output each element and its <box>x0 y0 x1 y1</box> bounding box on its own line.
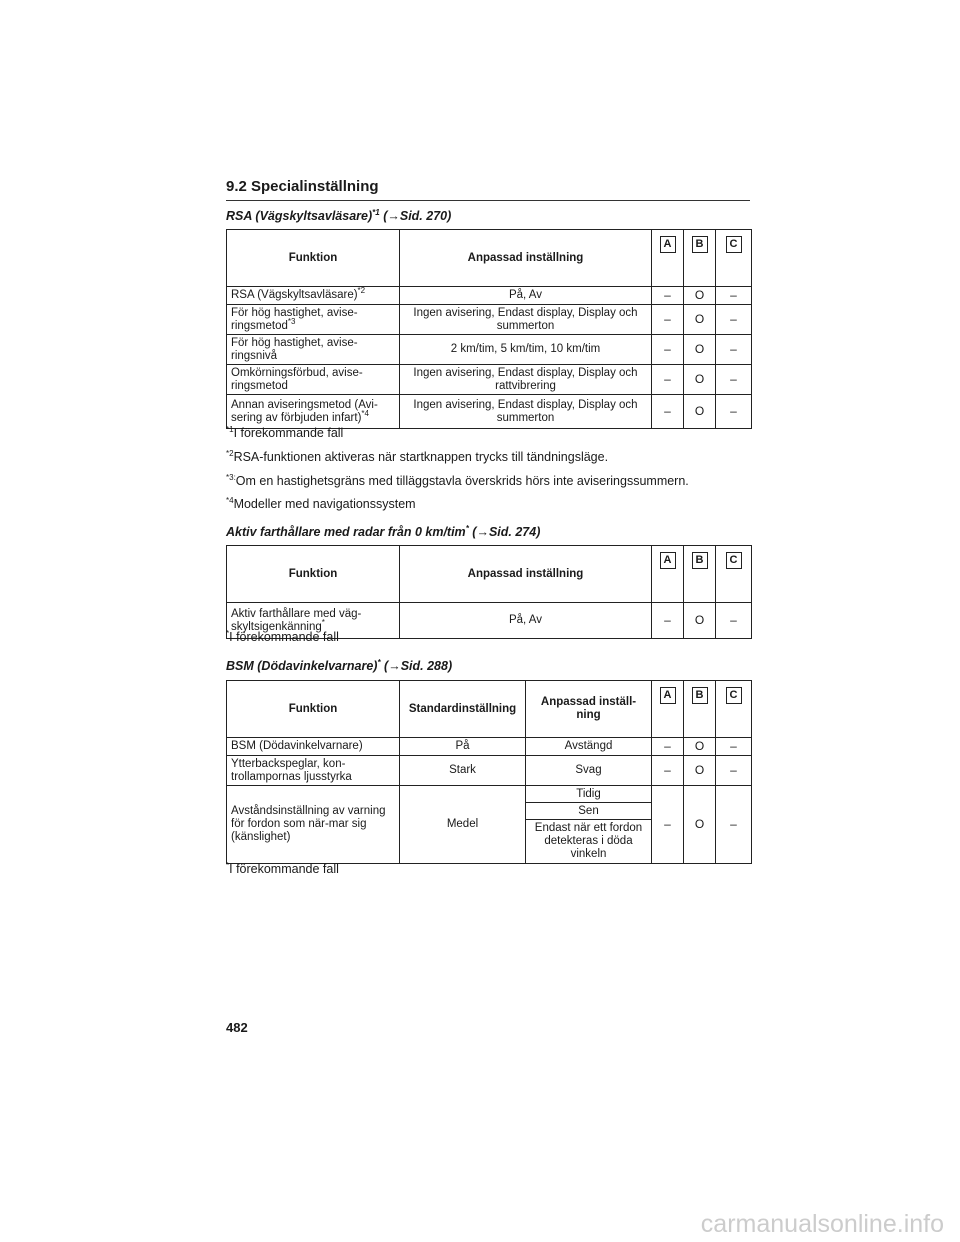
badge-c: C <box>726 236 742 253</box>
row-b: O <box>684 756 716 786</box>
table-row <box>227 287 752 305</box>
row-b: O <box>684 786 716 864</box>
row-c: – <box>716 738 752 756</box>
row-c: – <box>716 756 752 786</box>
row-custom: Ingen avisering, Endast display, Display och summerton <box>400 305 652 335</box>
footnote: $^{*3:}$Om en hastighetsgräns med tilläggstavla överskrids hörs inte aviseringssummern. <box>226 472 689 488</box>
rsa-table <box>226 229 752 429</box>
row-default: På <box>400 738 526 756</box>
acc-table <box>226 545 752 639</box>
badge-b: B <box>692 236 708 253</box>
bsm-table <box>226 680 752 864</box>
row-function: Annan aviseringsmetod (Avi-sering av förbjuden infart)$^{*4}$ <box>227 395 400 429</box>
col-custom: Anpassad inställning <box>400 546 652 603</box>
row-b: O <box>684 305 716 335</box>
row-custom: Svag <box>526 756 652 786</box>
row-a: – <box>652 287 684 305</box>
table-row <box>227 305 752 335</box>
badge-b: B <box>692 687 708 704</box>
page-number: 482 <box>226 1020 248 1035</box>
row-a: – <box>652 786 684 864</box>
row-a: – <box>652 603 684 639</box>
table-header <box>227 546 752 603</box>
badge-c: C <box>726 552 742 569</box>
table-row <box>227 365 752 395</box>
option-blind-spot-only: Endast när ett fordon detekteras i döda vinkeln <box>526 820 652 864</box>
col-function: Funktion <box>227 230 400 287</box>
row-function: Ytterbackspeglar, kon-trollampornas ljusstyrka <box>227 756 400 786</box>
footnote: *I förekommande fall <box>226 860 339 876</box>
row-b: O <box>684 603 716 639</box>
table-row <box>227 756 752 786</box>
row-b: O <box>684 738 716 756</box>
badge-c: C <box>726 687 742 704</box>
row-default: Stark <box>400 756 526 786</box>
option-late: Sen <box>526 803 652 820</box>
badge-b: B <box>692 552 708 569</box>
row-function: Omkörningsförbud, avise-ringsmetod <box>227 365 400 395</box>
footnote: $^{*2}$RSA-funktionen aktiveras när startknappen trycks till tändningsläge. <box>226 448 609 464</box>
badge-a: A <box>660 552 676 569</box>
row-custom: Avstängd <box>526 738 652 756</box>
footnote: *I förekommande fall <box>226 628 339 644</box>
row-a: – <box>652 365 684 395</box>
row-default: Medel <box>400 786 526 864</box>
row-c: – <box>716 786 752 864</box>
row-a: – <box>652 395 684 429</box>
table-row <box>227 738 752 756</box>
table-row <box>227 395 752 429</box>
row-c: – <box>716 335 752 365</box>
row-b: O <box>684 335 716 365</box>
row-c: – <box>716 603 752 639</box>
row-function: För hög hastighet, avise-ringsmetod$^{*3}$ <box>227 305 400 335</box>
col-custom: Anpassad inställ-ning <box>526 681 652 738</box>
bsm-heading: BSM (Dödavinkelvarnare)* (→Sid. 288) <box>226 657 453 673</box>
row-c: – <box>716 287 752 305</box>
row-b: O <box>684 395 716 429</box>
acc-heading: Aktiv farthållare med radar från 0 km/tim* (→Sid. 274) <box>226 523 541 539</box>
badge-a: A <box>660 236 676 253</box>
row-custom: Ingen avisering, Endast display, Display och rattvibrering <box>400 365 652 395</box>
badge-a: A <box>660 687 676 704</box>
row-function: Avståndsinställning av varning för fordon som när-mar sig (känslighet) <box>227 786 400 864</box>
row-a: – <box>652 335 684 365</box>
row-c: – <box>716 395 752 429</box>
row-c: – <box>716 365 752 395</box>
row-function: RSA (Vägskyltsavläsare)$^{*2}$ <box>227 287 400 305</box>
rsa-heading: RSA (Vägskyltsavläsare)$^{*1}$ (→Sid. 270) <box>226 207 452 223</box>
row-a: – <box>652 738 684 756</box>
table-header <box>227 681 752 738</box>
footnote: $^{*4}$Modeller med navigationssystem <box>226 495 416 511</box>
row-function: För hög hastighet, avise-ringsnivå <box>227 335 400 365</box>
watermark: carmanualsonline.info <box>700 1210 944 1238</box>
col-function: Funktion <box>227 681 400 738</box>
row-function: Aktiv farthållare med väg-skyltsigenkänning* <box>227 603 400 639</box>
col-custom: Anpassad inställning <box>400 230 652 287</box>
col-function: Funktion <box>227 546 400 603</box>
footnote: $^{*1}$I förekommande fall <box>226 424 344 440</box>
row-custom: Ingen avisering, Endast display, Display och summerton <box>400 395 652 429</box>
row-function: BSM (Dödavinkelvarnare) <box>227 738 400 756</box>
table-row <box>227 335 752 365</box>
row-custom: 2 km/tim, 5 km/tim, 10 km/tim <box>400 335 652 365</box>
row-custom: På, Av <box>400 603 652 639</box>
row-a: – <box>652 305 684 335</box>
col-default: Standardinställning <box>400 681 526 738</box>
table-header <box>227 230 752 287</box>
row-c: – <box>716 305 752 335</box>
section-title: 9.2 Specialinställning <box>226 178 750 201</box>
row-a: – <box>652 756 684 786</box>
option-early: Tidig <box>526 786 652 803</box>
table-row <box>227 786 752 803</box>
row-b: O <box>684 365 716 395</box>
row-b: O <box>684 287 716 305</box>
row-custom: På, Av <box>400 287 652 305</box>
